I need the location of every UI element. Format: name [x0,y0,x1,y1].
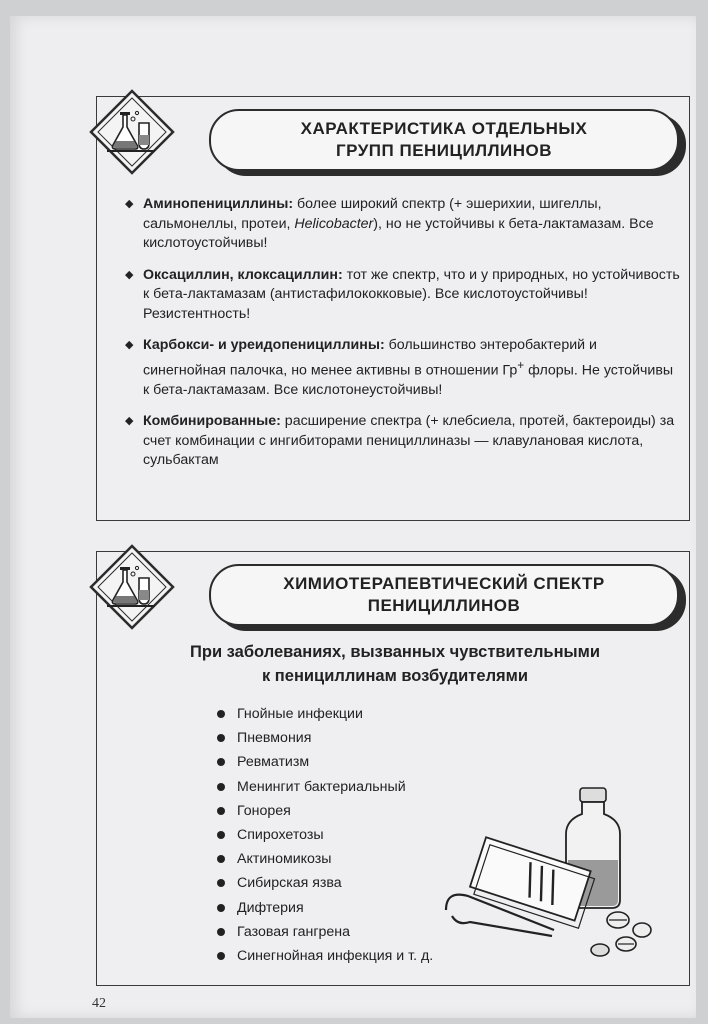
list-item: Гнойные инфекции [215,702,433,726]
entry-italic-text: Helicobacter [294,215,374,232]
entry-term: Оксациллин, клоксациллин: [143,266,343,283]
medicine-bottle-pills-prescription-icon [442,780,652,960]
book-page [10,16,696,1018]
diamond-bullet-icon: ◆ [125,198,134,210]
list-item: Синегнойная инфекция и т. д. [215,944,433,968]
entry-text: более широкий спектр (+ эшерихии, шигеллы, сальмонеллы, протеи, [143,196,602,232]
section-title-line1: ХИМИОТЕРАПЕВТИЧЕСКИЙ СПЕКТР [283,574,605,593]
entry-superscript: + [517,357,525,372]
disease-list [215,702,433,968]
subheading-line1: При заболеваниях, вызванных чувствительными [190,643,600,661]
list-item [125,336,680,400]
section-title-line2: ГРУПП ПЕНИЦИЛЛИНОВ [335,141,553,160]
entry-term: Карбокси- и уреидопенициллины: [143,337,385,353]
entry-text: большинство энтеробактерий и синегнойная палочка, но менее активны в отношении Гр [143,337,597,379]
list-item: Сибирская язва [215,871,433,895]
diamond-bullet-icon: ◆ [125,268,134,281]
entry-term: Аминопенициллины: [143,196,294,212]
penicillin-groups-list [125,195,680,483]
entry-text: флоры. Не устойчивы к бета-лактамазам. Все кислотонеустойчивы! [143,362,674,398]
list-item: Пневмония [215,726,433,750]
chemistry-flasks-icon [89,544,175,630]
list-item: Менингит бактериальный [215,775,433,799]
page-number: 42 [92,996,106,1011]
entry-text: ), но не устойчивы к бета-лактамазам. Все кислотоустойчивы! [143,215,654,251]
section-title [209,109,679,171]
chemotherapeutic-spectrum-panel [96,551,690,986]
entry-text: расширение спектра (+ клебсиела, протей, бактероиды) за счет комбинации с ингибиторами пенициллиназы — клавулановая кислота, сульбактам [143,413,675,469]
subheading-line2: к пенициллинам возбудителями [261,667,529,685]
diamond-bullet-icon: ◆ [125,339,134,351]
list-item: Спирохетозы [215,823,433,847]
list-item: Ревматизм [215,750,433,774]
penicillin-groups-panel [96,96,690,521]
list-item [125,412,680,471]
chemistry-flasks-icon [89,89,175,175]
list-item [125,195,680,254]
subheading [117,640,673,688]
list-item: Дифтерия [215,896,433,920]
entry-text: тот же спектр, что и у природных, но устойчивость к бета-лактамазам (антистафилококковые). Все кислотоустойчивы! Резистентность! [143,266,680,322]
section-title-line1: ХАРАКТЕРИСТИКА ОТДЕЛЬНЫХ [300,119,588,138]
diamond-bullet-icon: ◆ [125,415,134,428]
section-title [209,564,679,626]
list-item: Газовая гангрена [215,920,433,944]
list-item: Гонорея [215,799,433,823]
list-item [125,266,680,325]
section-title-line2: ПЕНИЦИЛЛИНОВ [367,596,521,615]
entry-term: Комбинированные: [143,413,281,430]
list-item: Актиномикозы [215,847,433,871]
